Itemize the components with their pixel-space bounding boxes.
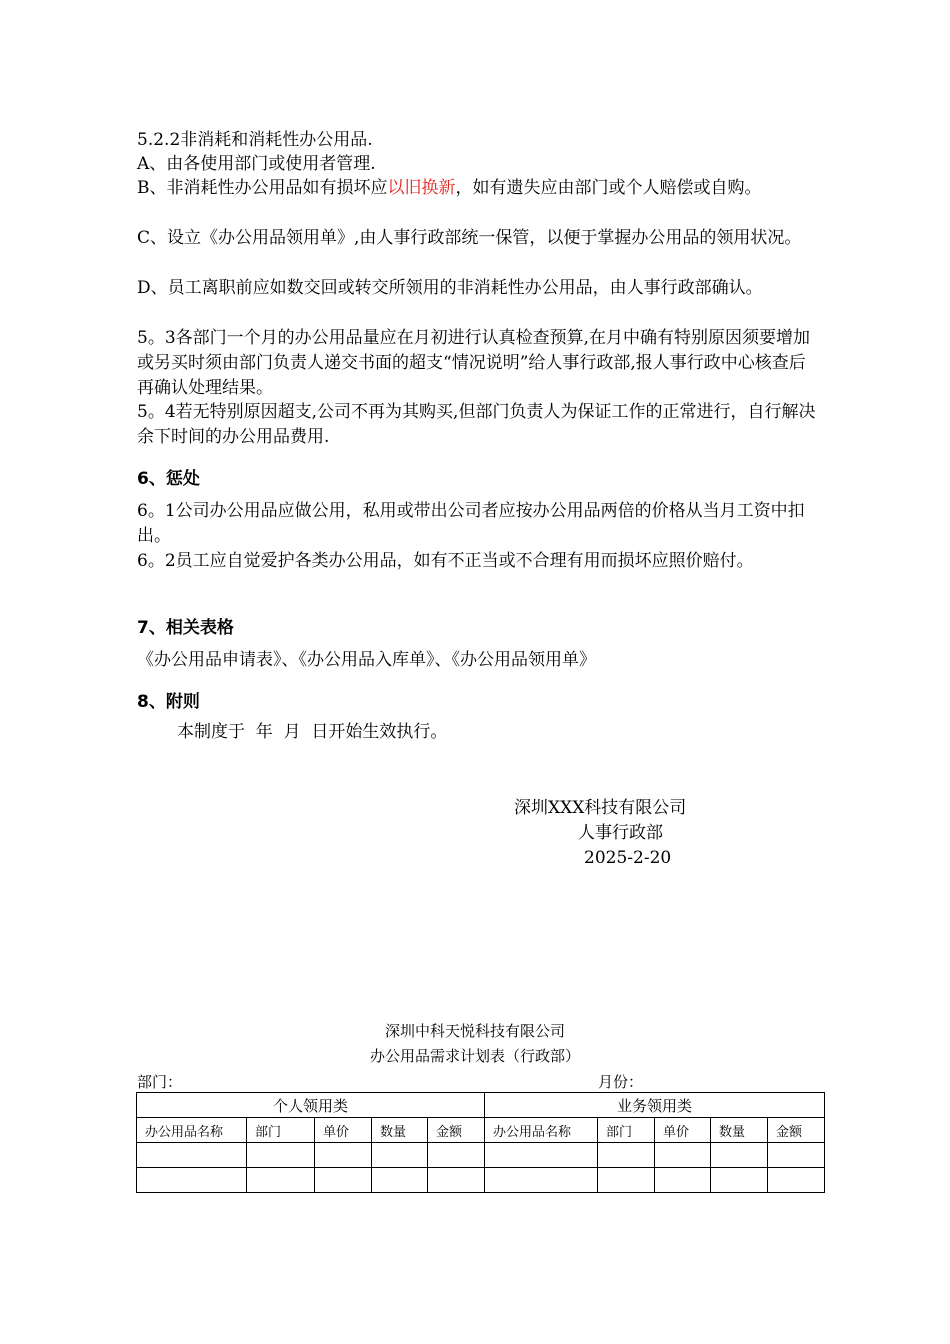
col-header: 数量 bbox=[372, 1118, 428, 1143]
table-cell bbox=[428, 1168, 485, 1193]
table-cell bbox=[598, 1168, 655, 1193]
para-effective-date: 本制度于 年 月 日开始生效执行。 bbox=[177, 722, 448, 742]
para-forms-list: 《办公用品申请表》、《办公用品入库单》、《办公用品领用单》 bbox=[137, 650, 596, 670]
table-cell bbox=[137, 1143, 247, 1168]
col-header: 单价 bbox=[655, 1118, 711, 1143]
table-cell bbox=[428, 1143, 485, 1168]
para-5-4: 5。4若无特别原因超支,公司不再为其购买,但部门负责人为保证工作的正常进行，自行解决余下时间的办公用品费用. bbox=[137, 402, 816, 447]
table-cell bbox=[485, 1168, 598, 1193]
para-item-a: A、由各使用部门或使用者管理. bbox=[137, 154, 376, 174]
table-cell bbox=[247, 1143, 315, 1168]
para-item-d: D、员工离职前应如数交回或转交所领用的非消耗性办公用品，由人事行政部确认。 bbox=[137, 278, 763, 298]
col-header: 办公用品名称 bbox=[485, 1118, 598, 1143]
form-title: 办公用品需求计划表（行政部） bbox=[369, 1047, 580, 1065]
para-5-3: 5。3各部门一个月的办公用品量应在月初进行认真检查预算,在月中确有特别原因须要增加或另买时须由部门负责人递交书面的超支“情况说明”给人事行政部,报人事行政中心核查后再确认处理结果。 bbox=[137, 328, 811, 398]
table-row bbox=[137, 1143, 825, 1168]
table-cell bbox=[315, 1168, 372, 1193]
group-personal: 个人领用类 bbox=[137, 1093, 485, 1118]
signature-dept: 人事行政部 bbox=[578, 823, 663, 843]
para-6-2: 6。2员工应自觉爱护各类办公用品，如有不正当或不合理有用而损坏应照价赔付。 bbox=[137, 551, 754, 571]
table-cell bbox=[372, 1143, 428, 1168]
para-item-b bbox=[137, 176, 817, 201]
table-cell bbox=[655, 1143, 711, 1168]
para-6-1: 6。1公司办公用品应做公用，私用或带出公司者应按办公用品两倍的价格从当月工资中扣出。 bbox=[137, 501, 805, 546]
table-cell bbox=[768, 1143, 825, 1168]
table-cell bbox=[372, 1168, 428, 1193]
col-header: 数量 bbox=[711, 1118, 768, 1143]
table-cell bbox=[768, 1168, 825, 1193]
table-cell bbox=[315, 1143, 372, 1168]
col-header: 金额 bbox=[428, 1118, 485, 1143]
item-b-text-1: B、非消耗性办公用品如有损坏应 bbox=[137, 178, 388, 198]
signature-date: 2025-2-20 bbox=[584, 848, 672, 868]
item-b-text-2: ，如有遗失应由部门或个人赔偿或自购。 bbox=[455, 178, 762, 198]
table-cell bbox=[247, 1168, 315, 1193]
item-b-highlight: 以旧换新 bbox=[387, 178, 456, 198]
dept-label: 部门： bbox=[137, 1073, 183, 1091]
heading-supplementary: 8、附则 bbox=[137, 692, 200, 712]
col-header: 部门 bbox=[598, 1118, 655, 1143]
col-header: 部门 bbox=[247, 1118, 315, 1143]
table-cell bbox=[598, 1143, 655, 1168]
table-cell bbox=[485, 1143, 598, 1168]
col-header: 办公用品名称 bbox=[137, 1118, 247, 1143]
table-cell bbox=[137, 1168, 247, 1193]
para-item-c: C、设立《办公用品领用单》,由人事行政部统一保管，以便于掌握办公用品的领用状况。 bbox=[137, 228, 802, 248]
table-cell bbox=[711, 1143, 768, 1168]
table-cell bbox=[655, 1168, 711, 1193]
heading-related-forms: 7、相关表格 bbox=[137, 618, 234, 638]
signature-company: 深圳XXX科技有限公司 bbox=[514, 798, 687, 818]
col-header: 金额 bbox=[768, 1118, 825, 1143]
table-cell bbox=[711, 1168, 768, 1193]
table-header-row bbox=[137, 1118, 825, 1143]
table-group-row bbox=[137, 1093, 825, 1118]
heading-penalty: 6、惩处 bbox=[137, 469, 200, 489]
requirements-table bbox=[136, 1092, 825, 1193]
table-row bbox=[137, 1168, 825, 1193]
col-header: 单价 bbox=[315, 1118, 372, 1143]
group-business: 业务领用类 bbox=[485, 1093, 825, 1118]
para-5-2-2: 5.2.2非消耗和消耗性办公用品. bbox=[137, 130, 373, 150]
form-company: 深圳中科天悦科技有限公司 bbox=[384, 1022, 565, 1040]
month-label: 月份： bbox=[598, 1073, 644, 1091]
